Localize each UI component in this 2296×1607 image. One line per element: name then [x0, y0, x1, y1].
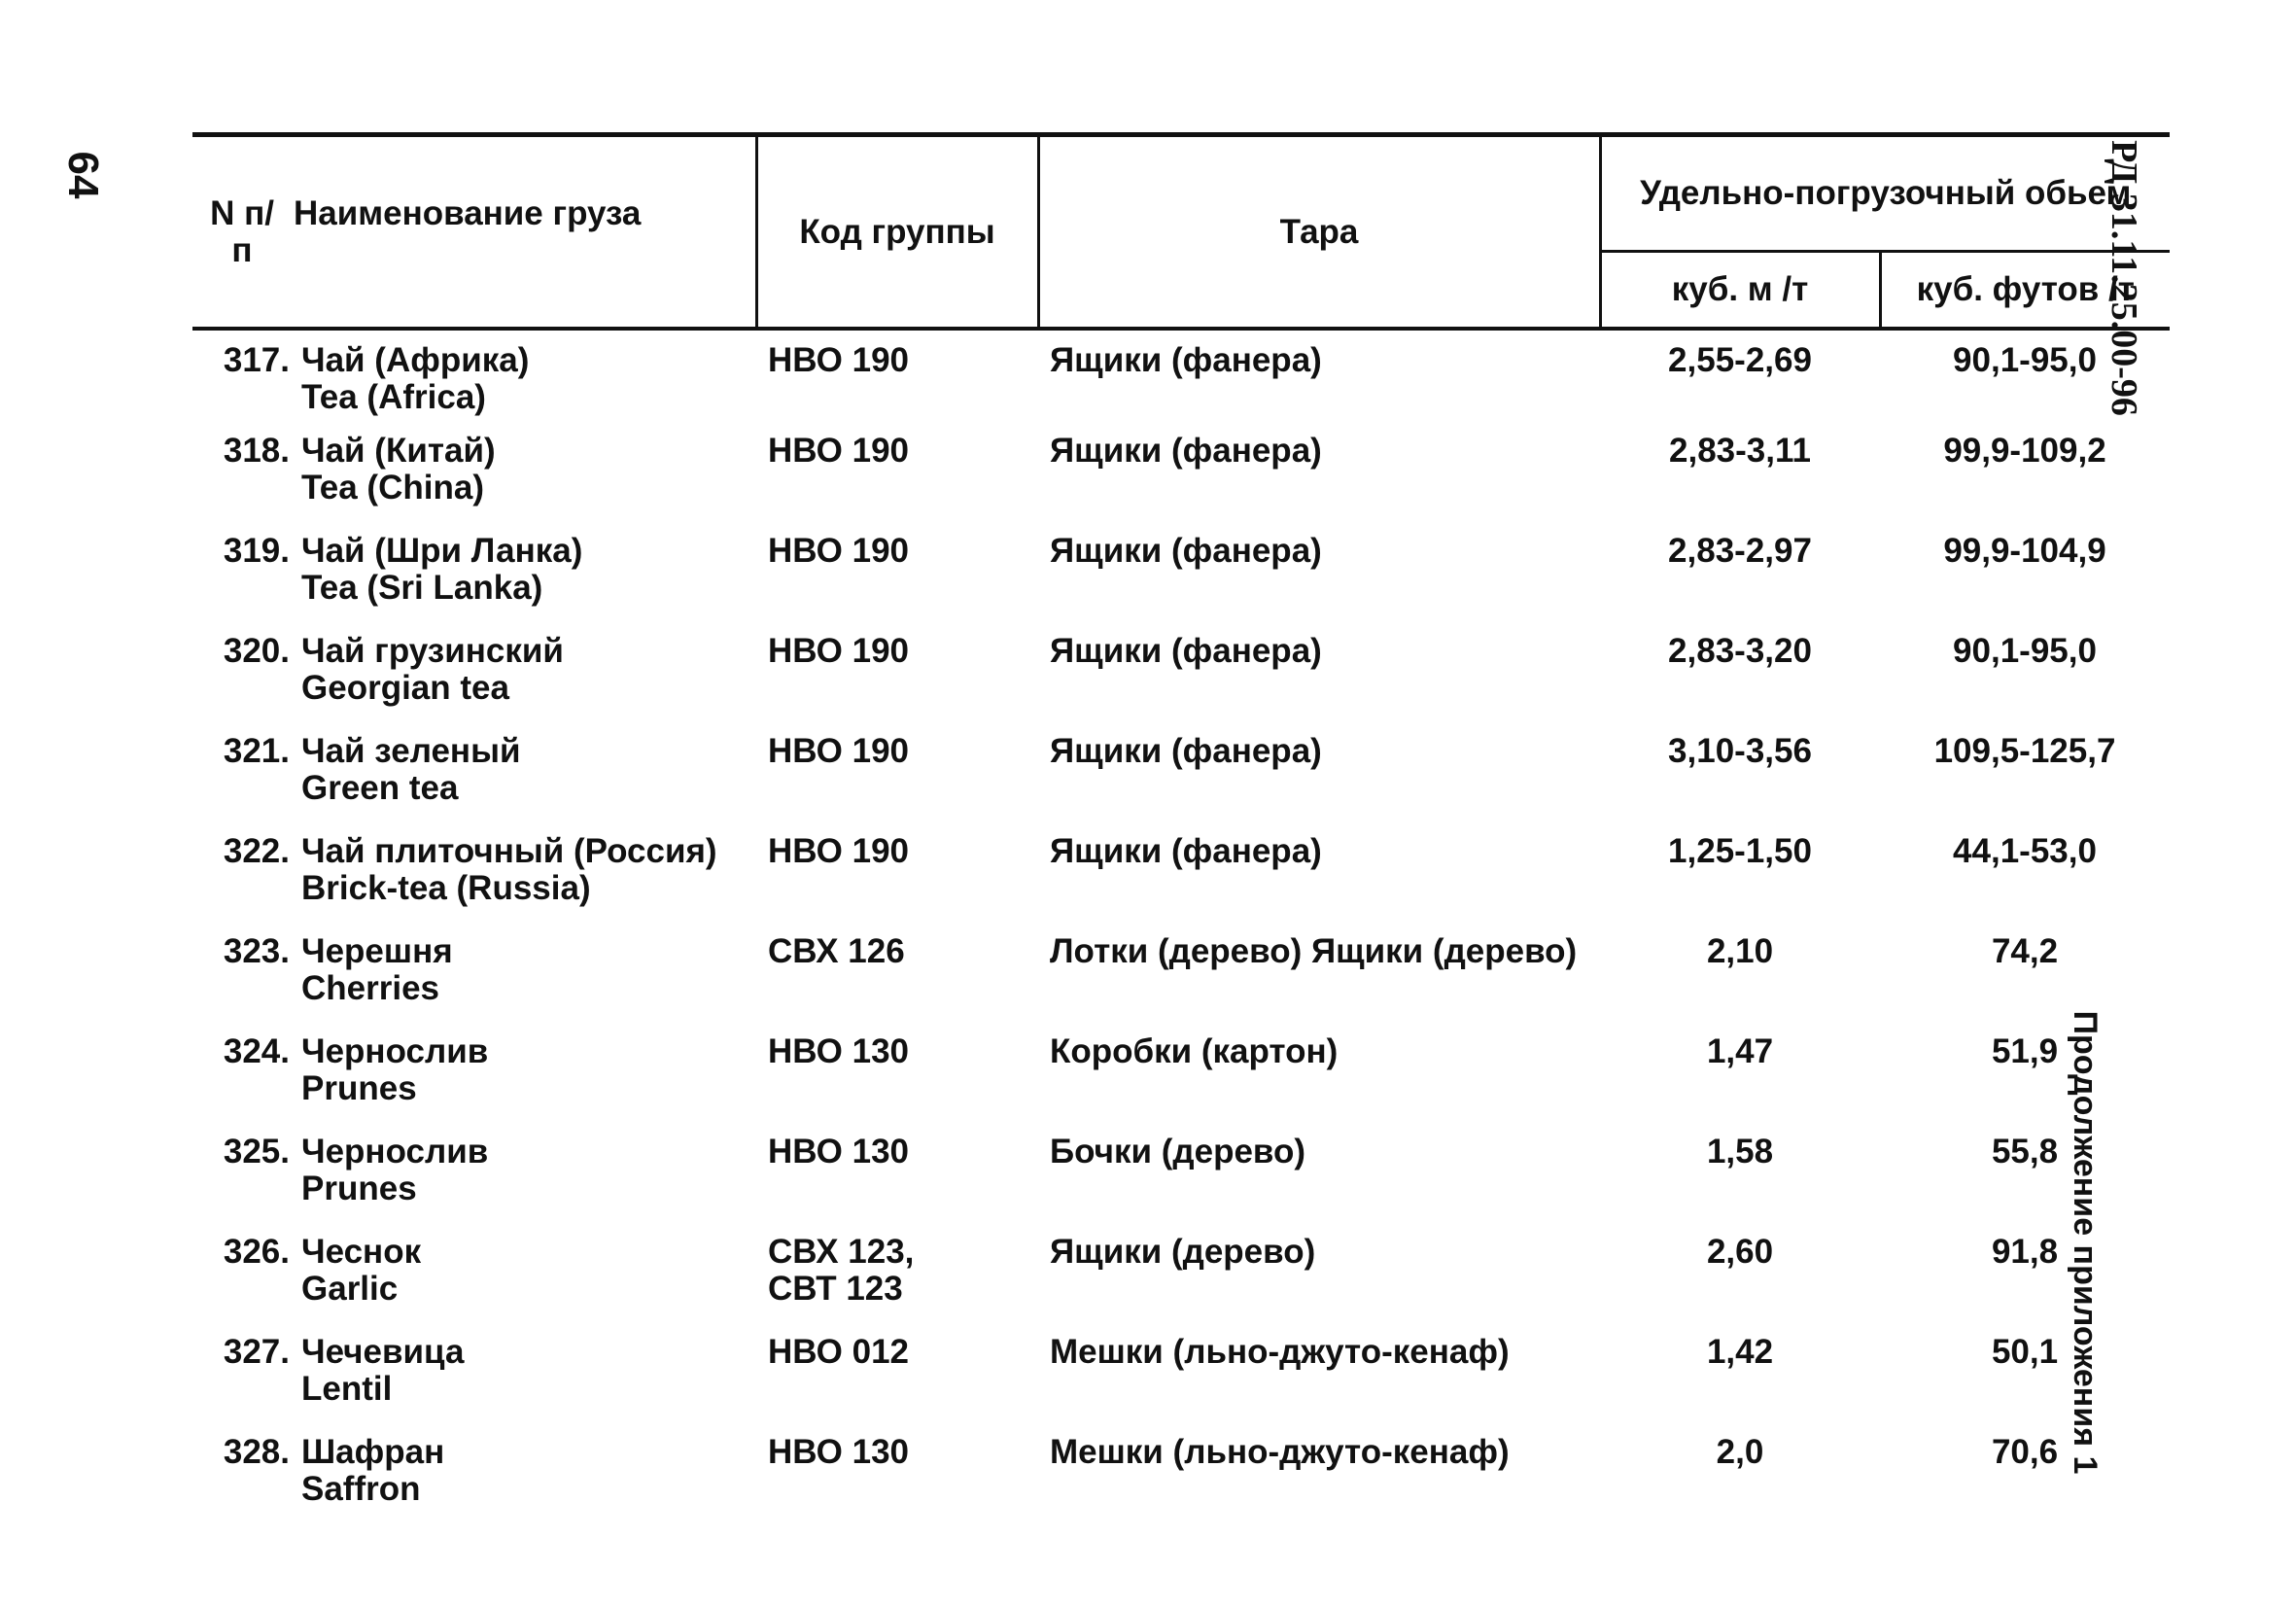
packaging-cell: Ящики (фанера): [1050, 832, 1322, 870]
row-number: 326.: [223, 1233, 290, 1271]
cargo-name-en: Prunes: [301, 1170, 417, 1207]
volume-cubic-meters-cell: 2,10: [1706, 932, 1774, 970]
group-code-cell: [756, 1134, 1038, 1234]
table-row: [192, 1434, 2170, 1534]
cargo-name-en: Lentil: [301, 1370, 393, 1408]
header-group-code: Код группы: [756, 135, 1038, 330]
cargo-names: [290, 533, 582, 607]
row-number: 323.: [223, 932, 290, 970]
table-row: [192, 933, 2170, 1033]
packaging-cell: Мешки (льно-джуто-кенаф): [1050, 1333, 1510, 1371]
cargo-name-cell: [192, 1033, 756, 1134]
cargo-name-en: Garlic: [301, 1270, 399, 1308]
cargo-name-en: Green tea: [301, 769, 459, 807]
row-number: 324.: [223, 1032, 290, 1070]
cargo-names: [290, 833, 717, 907]
group-code-cell: [756, 533, 1038, 633]
cargo-name-en: Brick-tea (Russia): [301, 869, 591, 907]
cargo-name-ru: Чай (Африка): [301, 341, 530, 379]
group-code-line: НВО 130: [768, 1032, 910, 1070]
packaging-cell: Ящики (фанера): [1050, 432, 1322, 470]
table-row: [192, 733, 2170, 833]
cargo-name-ru: Чай плиточный (Россия): [301, 832, 717, 870]
packaging-cell: Ящики (фанера): [1050, 632, 1322, 670]
cargo-names: [290, 1434, 444, 1508]
volume-cubic-feet-cell: 99,9-104,9: [1943, 532, 2106, 570]
table-row: [192, 833, 2170, 933]
row-number: 318.: [223, 432, 290, 470]
cargo-name-en: Cherries: [301, 969, 440, 1007]
row-number: 319.: [223, 532, 290, 570]
group-code-cell: [756, 329, 1038, 433]
cargo-names: [290, 633, 564, 707]
cargo-names: [290, 1334, 464, 1408]
table-row: [192, 1234, 2170, 1334]
volume-cubic-meters-cell: 1,58: [1706, 1133, 1774, 1170]
volume-cubic-meters-cell: 3,10-3,56: [1668, 732, 1812, 770]
volume-cubic-feet-cell: 99,9-109,2: [1943, 432, 2106, 470]
cargo-name-cell: [192, 1334, 756, 1434]
row-number: 317.: [223, 341, 290, 379]
volume-cubic-meters-cell: 2,0: [1716, 1433, 1764, 1471]
cargo-name-cell: [192, 533, 756, 633]
cargo-name-cell: [192, 733, 756, 833]
group-code-line: НВО 130: [768, 1133, 910, 1170]
cargo-name-ru: Чернослив: [301, 1032, 489, 1070]
volume-cubic-feet-cell: 91,8: [1991, 1233, 2059, 1271]
packaging-cell: Лотки (дерево) Ящики (дерево): [1050, 932, 1578, 970]
cargo-name-ru: Черешня: [301, 932, 453, 970]
table-row: [192, 533, 2170, 633]
cargo-name-cell: [192, 833, 756, 933]
group-code-line: СВХ 123,: [768, 1233, 915, 1271]
cargo-name-cell: [192, 633, 756, 733]
group-code-line: СВТ 123: [768, 1270, 903, 1308]
cargo-name-ru: Чечевица: [301, 1333, 465, 1371]
group-code-line: НВО 190: [768, 832, 910, 870]
packaging-cell: Коробки (картон): [1050, 1032, 1339, 1070]
group-code-cell: [756, 633, 1038, 733]
group-code-line: НВО 190: [768, 732, 910, 770]
volume-cubic-meters-cell: 2,83-3,20: [1668, 632, 1812, 670]
row-number: 328.: [223, 1433, 290, 1471]
cargo-name-en: Prunes: [301, 1069, 417, 1107]
volume-cubic-meters-cell: 2,83-3,11: [1669, 432, 1811, 470]
row-number: 321.: [223, 732, 290, 770]
group-code-line: НВО 190: [768, 532, 910, 570]
row-number: 322.: [223, 832, 290, 870]
volume-cubic-feet-cell: 109,5-125,7: [1933, 732, 2116, 770]
header-specific-volume: Удельно-погрузочный обьем: [1600, 135, 2170, 252]
document-code: РД 31.11.25.00-96: [2104, 140, 2144, 416]
volume-cubic-feet-cell: 50,1: [1991, 1333, 2059, 1371]
volume-cubic-feet-cell: 74,2: [1991, 932, 2059, 970]
table-body: [192, 329, 2170, 1534]
group-code-line: СВХ 126: [768, 932, 905, 970]
row-number: 325.: [223, 1133, 290, 1170]
group-code-cell: [756, 1033, 1038, 1134]
header-row-number: N п/п: [210, 193, 274, 269]
group-code-line: НВО 190: [768, 432, 910, 470]
header-unit-cubic-meters: куб. м /т: [1600, 252, 1880, 330]
cargo-name-en: Tea (Sri Lanka): [301, 569, 543, 607]
cargo-names: [290, 433, 496, 507]
volume-cubic-meters-cell: 1,42: [1706, 1333, 1774, 1371]
cargo-names: [290, 933, 453, 1007]
table-row: [192, 329, 2170, 433]
volume-cubic-feet-cell: 70,6: [1991, 1433, 2059, 1471]
group-code-line: НВО 130: [768, 1433, 910, 1471]
packaging-cell: Ящики (фанера): [1050, 532, 1322, 570]
group-code-cell: [756, 833, 1038, 933]
header-cargo-name: [192, 135, 756, 330]
row-number: 327.: [223, 1333, 290, 1371]
packaging-cell: Ящики (фанера): [1050, 341, 1322, 379]
table-row: [192, 1334, 2170, 1434]
packaging-cell: Бочки (дерево): [1050, 1133, 1306, 1170]
volume-cubic-meters-cell: 2,55-2,69: [1668, 341, 1812, 379]
group-code-cell: [756, 433, 1038, 533]
header-name-label: Наименование груза: [294, 193, 642, 232]
packaging-cell: Ящики (дерево): [1050, 1233, 1316, 1271]
volume-cubic-feet-cell: 55,8: [1991, 1133, 2059, 1170]
cargo-name-en: Tea (China): [301, 469, 484, 507]
volume-cubic-feet-cell: 44,1-53,0: [1953, 832, 2097, 870]
group-code-line: НВО 012: [768, 1333, 910, 1371]
volume-cubic-feet-cell: 90,1-95,0: [1953, 632, 2097, 670]
cargo-names: [290, 1134, 488, 1207]
group-code-line: НВО 190: [768, 632, 910, 670]
header-unit-cubic-feet: куб. футов /т: [1880, 252, 2170, 330]
cargo-name-ru: Шафран: [301, 1433, 445, 1471]
table-row: [192, 1033, 2170, 1134]
cargo-name-cell: [192, 1134, 756, 1234]
cargo-name-cell: [192, 933, 756, 1033]
cargo-names: [290, 342, 529, 416]
group-code-cell: [756, 733, 1038, 833]
cargo-name-ru: Чай грузинский: [301, 632, 564, 670]
packaging-cell: Мешки (льно-джуто-кенаф): [1050, 1433, 1510, 1471]
volume-cubic-meters-cell: 2,60: [1706, 1233, 1774, 1271]
table-row: [192, 1134, 2170, 1234]
cargo-name-cell: [192, 1234, 756, 1334]
cargo-name-en: Georgian tea: [301, 669, 509, 707]
volume-cubic-feet-cell: 51,9: [1991, 1032, 2059, 1070]
cargo-name-ru: Чеснок: [301, 1233, 422, 1271]
cargo-name-en: Saffron: [301, 1470, 421, 1508]
cargo-name-ru: Чай зеленый: [301, 732, 521, 770]
volume-cubic-meters-cell: 1,25-1,50: [1668, 832, 1812, 870]
cargo-name-cell: [192, 1434, 756, 1534]
cargo-names: [290, 1033, 488, 1107]
table-row: [192, 433, 2170, 533]
group-code-cell: [756, 1234, 1038, 1334]
volume-cubic-meters-cell: 2,83-2,97: [1668, 532, 1812, 570]
cargo-name-cell: [192, 433, 756, 533]
cargo-name-ru: Чай (Китай): [301, 432, 496, 470]
packaging-cell: Ящики (фанера): [1050, 732, 1322, 770]
cargo-name-en: Tea (Africa): [301, 378, 486, 416]
table-row: [192, 633, 2170, 733]
group-code-cell: [756, 933, 1038, 1033]
cargo-table: [192, 132, 2170, 1534]
header-packaging: Тара: [1038, 135, 1600, 330]
cargo-names: [290, 1234, 421, 1308]
page-number: 64: [59, 151, 107, 199]
cargo-names: [290, 733, 520, 807]
group-code-line: НВО 190: [768, 341, 910, 379]
volume-cubic-meters-cell: 1,47: [1706, 1032, 1774, 1070]
cargo-name-ru: Чернослив: [301, 1133, 489, 1170]
group-code-cell: [756, 1434, 1038, 1534]
group-code-cell: [756, 1334, 1038, 1434]
continuation-note: Продолжение приложения 1: [2067, 1010, 2104, 1475]
cargo-name-cell: [192, 329, 756, 433]
row-number: 320.: [223, 632, 290, 670]
cargo-name-ru: Чай (Шри Ланка): [301, 532, 583, 570]
volume-cubic-feet-cell: 90,1-95,0: [1953, 341, 2097, 379]
